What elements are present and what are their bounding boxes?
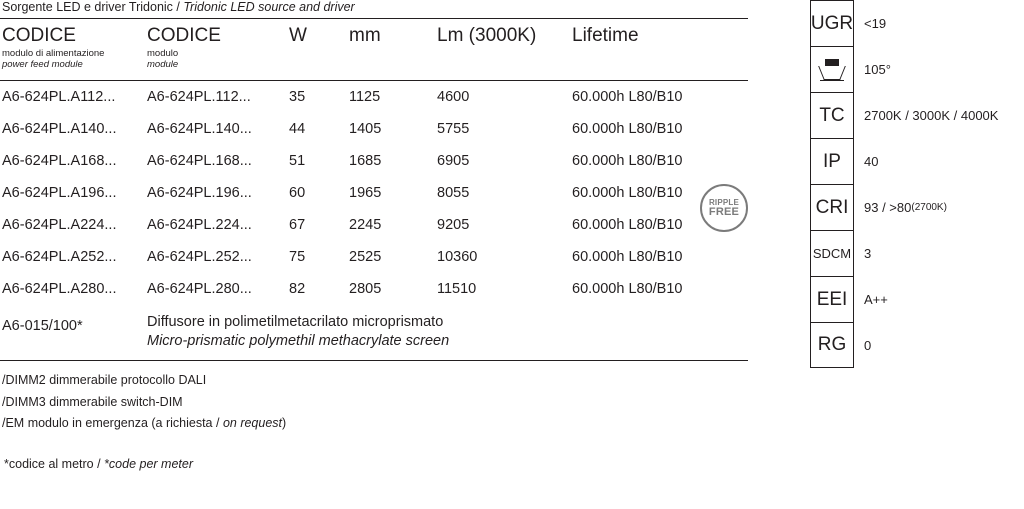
notes-spacer — [2, 435, 748, 454]
cell-lumen: 5755 — [437, 120, 470, 137]
rg-icon: RG — [810, 322, 854, 368]
cell-lifetime: 60.000h L80/B10 — [572, 280, 683, 297]
table-row-diffuser — [0, 305, 748, 360]
diffuser-text-it: Diffusore in polimetilmetacrilato microprismato — [147, 313, 444, 330]
spec-row-cri — [810, 184, 1024, 230]
column-header-sub-en: power feed module — [2, 58, 83, 70]
ripple-free-badge-line1: RIPPLE — [708, 197, 740, 207]
spec-row-rg — [810, 322, 1024, 368]
column-header-title: CODICE — [2, 25, 76, 46]
ip-icon: IP — [810, 138, 854, 184]
notes-list — [0, 370, 748, 475]
footnote-italic: *code per meter — [104, 456, 193, 471]
cell-watt: 51 — [289, 152, 306, 169]
spec-value-eei: A++ — [864, 291, 888, 307]
cell-codice-modulo: A6-624PL.252... — [147, 248, 252, 265]
cell-codice-modulo: A6-624PL.196... — [147, 184, 252, 201]
column-header-watt — [287, 19, 347, 81]
note-em-suffix: ) — [282, 416, 287, 431]
ripple-free-badge — [700, 184, 748, 232]
cell-codice-modulo: A6-624PL.280... — [147, 280, 252, 297]
spec-value-cri-main: 93 / >80 — [864, 199, 912, 215]
spec-value-beam-angle: 105° — [864, 61, 891, 77]
led-source-caption — [0, 0, 748, 18]
table-row — [0, 80, 748, 113]
note-dimm2: /DIMM2 dimmerabile protocollo DALI — [2, 373, 207, 388]
cell-codice-modulo: A6-624PL.168... — [147, 152, 252, 169]
column-header-sub-it: modulo — [147, 47, 179, 59]
note-em — [2, 413, 748, 435]
note-em-prefix: /EM modulo in emergenza (a richiesta / — [2, 416, 223, 431]
footnote-prefix: *codice al metro / — [4, 456, 105, 471]
cell-watt: 82 — [289, 280, 306, 297]
cell-codice-modulo: A6-624PL.112... — [147, 88, 251, 105]
module-spec-table — [0, 18, 748, 360]
table-header-row — [0, 19, 748, 81]
cell-lumen: 10360 — [437, 248, 478, 265]
cell-codice-modulo: A6-624PL.224... — [147, 216, 252, 233]
cell-mm: 2525 — [349, 248, 382, 265]
cell-codice-alimentazione: A6-624PL.A196... — [2, 184, 117, 201]
spec-row-tc — [810, 92, 1024, 138]
cell-mm: 1685 — [349, 152, 382, 169]
cell-watt: 44 — [289, 120, 306, 137]
cell-diffuser-description — [145, 305, 748, 360]
column-header-title: CODICE — [147, 25, 221, 46]
table-bottom-rule — [0, 360, 748, 361]
cell-lumen: 8055 — [437, 184, 470, 201]
cell-codice-alimentazione: A6-624PL.A224... — [2, 216, 117, 233]
cell-watt: 35 — [289, 88, 306, 105]
cell-codice-alimentazione: A6-624PL.A280... — [2, 280, 117, 297]
led-source-caption-en: Tridonic LED source and driver — [183, 0, 355, 14]
cell-lifetime: 60.000h L80/B10 — [572, 248, 683, 265]
table-row — [0, 273, 748, 305]
eei-icon: EEI — [810, 276, 854, 322]
table-row — [0, 177, 748, 209]
note-em-italic: on request — [222, 416, 283, 431]
cell-lumen: 4600 — [437, 88, 470, 105]
spec-value-rg: 0 — [864, 337, 872, 353]
ugr-icon: UGR — [810, 0, 854, 46]
column-header-mm — [347, 19, 435, 81]
spec-value-sdcm: 3 — [864, 245, 872, 261]
spec-row-beam-angle — [810, 46, 1024, 92]
cell-watt: 67 — [289, 216, 306, 233]
note-dimm3: /DIMM3 dimmerabile switch-DIM — [2, 394, 183, 409]
cell-mm: 1965 — [349, 184, 382, 201]
cell-lumen: 11510 — [437, 280, 477, 297]
cell-codice-modulo: A6-624PL.140... — [147, 120, 252, 137]
cell-watt: 60 — [289, 184, 306, 201]
sdcm-icon: SDCM — [810, 230, 854, 276]
column-header-sub-it: modulo di alimentazione — [2, 47, 105, 59]
cell-lifetime: 60.000h L80/B10 — [572, 184, 683, 201]
cell-codice-alimentazione: A6-624PL.A112... — [2, 88, 116, 105]
cell-mm: 1405 — [349, 120, 382, 137]
ripple-free-badge-line2: FREE — [708, 205, 740, 218]
cri-icon: CRI — [810, 184, 854, 230]
beam-angle-icon — [810, 46, 854, 92]
cell-lifetime: 60.000h L80/B10 — [572, 120, 683, 137]
cell-mm: 2805 — [349, 280, 382, 297]
cell-lumen: 9205 — [437, 216, 470, 233]
spec-row-sdcm — [810, 230, 1024, 276]
table-row — [0, 209, 748, 241]
spec-row-eei — [810, 276, 1024, 322]
cell-lifetime: 60.000h L80/B10 — [572, 152, 683, 169]
spec-value-cri — [854, 184, 947, 230]
column-header-sub-en: module — [147, 58, 179, 70]
cell-lifetime: 60.000h L80/B10 — [572, 88, 683, 105]
column-header-title: Lm (3000K) — [437, 25, 537, 46]
cell-codice-alimentazione: A6-624PL.A140... — [2, 120, 117, 137]
cell-diffuser-code: A6-015/100* — [2, 317, 83, 334]
column-header-title: mm — [349, 25, 381, 46]
cell-lifetime: 60.000h L80/B10 — [572, 216, 683, 233]
column-header-codice-modulo — [145, 19, 287, 81]
cell-mm: 1125 — [349, 88, 381, 105]
tc-icon: TC — [810, 92, 854, 138]
led-source-caption-it: Sorgente LED e driver Tridonic / — [2, 0, 184, 14]
column-header-codice-alimentazione — [0, 19, 145, 81]
cell-mm: 2245 — [349, 216, 382, 233]
column-header-lumen — [435, 19, 570, 81]
spec-value-cri-note: (2700K) — [911, 201, 947, 213]
table-row — [0, 113, 748, 145]
spec-value-ip: 40 — [864, 153, 879, 169]
cell-watt: 75 — [289, 248, 306, 265]
spec-value-ugr: <19 — [864, 15, 887, 31]
column-header-title: W — [289, 25, 307, 46]
spec-row-ugr — [810, 0, 1024, 46]
cell-codice-alimentazione: A6-624PL.A252... — [2, 248, 117, 265]
diffuser-text-en: Micro-prismatic polymethil methacrylate screen — [147, 333, 450, 350]
table-row — [0, 241, 748, 273]
column-header-lifetime — [570, 19, 748, 81]
table-row — [0, 145, 748, 177]
column-header-title: Lifetime — [572, 25, 639, 46]
spec-value-tc: 2700K / 3000K / 4000K — [864, 107, 999, 123]
cell-codice-alimentazione: A6-624PL.A168... — [2, 152, 117, 169]
spec-icons-table — [810, 0, 1024, 368]
footnote-code-per-meter — [2, 454, 748, 476]
spec-row-ip — [810, 138, 1024, 184]
cell-lumen: 6905 — [437, 152, 470, 169]
